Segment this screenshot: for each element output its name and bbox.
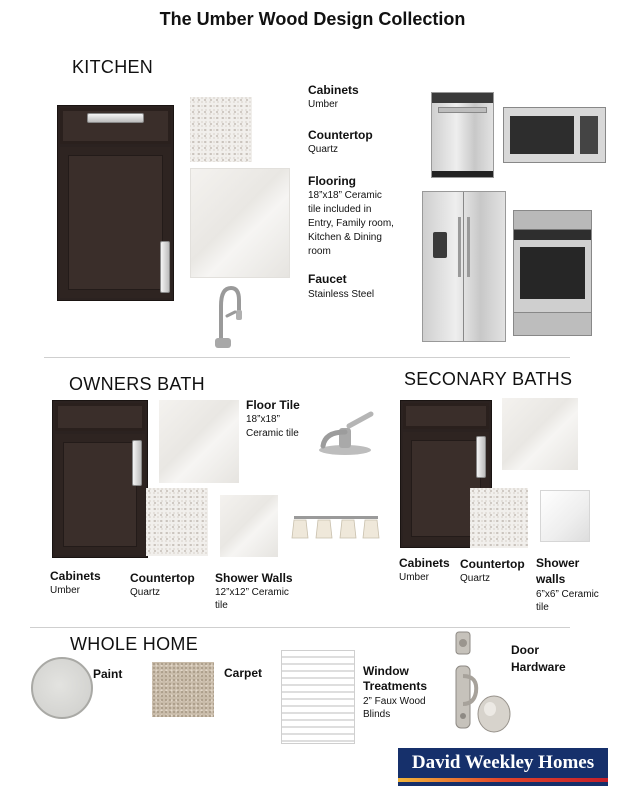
door-hardware-icon <box>448 630 514 740</box>
cabinet-drawer <box>403 403 489 429</box>
kitchen-cabinets-label: Cabinets <box>308 83 359 97</box>
kitchen-heading: KITCHEN <box>72 57 154 77</box>
owners-shower-tile-swatch <box>220 495 278 557</box>
carpet-label: Carpet <box>224 666 263 680</box>
kitchen-flooring-line: 18”x18” Ceramic <box>308 190 382 201</box>
blinds-icon <box>281 650 355 744</box>
kitchen-flooring-line: Kitchen & Dining <box>308 232 382 243</box>
microwave-icon <box>503 107 606 163</box>
door-hardware-label: Hardware <box>511 660 566 674</box>
owners-shower-line: tile <box>215 600 228 611</box>
secondary-shower-tile-swatch <box>540 490 590 542</box>
owners-shower-label: Shower Walls <box>215 571 293 585</box>
vanity-light-icon <box>290 510 382 544</box>
kitchen-flooring-line: room <box>308 246 331 257</box>
secondary-countertop-value: Quartz <box>460 573 491 584</box>
faucet-icon <box>205 282 245 350</box>
section-divider <box>44 357 570 358</box>
kitchen-flooring-line: tile included in <box>308 204 372 215</box>
cabinet-door <box>60 147 171 298</box>
secondary-cabinets-label: Cabinets <box>399 556 450 570</box>
secondary-floor-tile-swatch <box>502 398 578 470</box>
owners-cabinet-sample <box>52 400 148 558</box>
owners-floor-tile-line: 18”x18” <box>246 414 280 425</box>
brand-logo <box>398 748 608 786</box>
kitchen-faucet-value: Stainless Steel <box>308 289 375 300</box>
owners-quartz-swatch <box>146 488 208 556</box>
carpet-swatch <box>152 662 214 717</box>
range-oven-icon <box>513 210 592 336</box>
window-label: Window <box>363 664 409 678</box>
owners-countertop-label: Countertop <box>130 571 195 585</box>
kitchen-countertop-value: Quartz <box>308 144 339 155</box>
door-hardware-label: Door <box>511 643 539 657</box>
brand-logo-text: David Weekley Homes <box>411 752 595 773</box>
page-title: The Umber Wood Design Collection <box>159 9 466 29</box>
secondary-shower-line: 6”x6” Ceramic <box>536 589 599 600</box>
whole-home-heading: WHOLE HOME <box>70 634 199 654</box>
owners-cabinets-label: Cabinets <box>50 569 101 583</box>
owners-shower-line: 12”x12” Ceramic <box>215 587 289 598</box>
dishwasher-icon <box>431 92 494 178</box>
owners-floor-tile-label: Floor Tile <box>246 398 300 412</box>
cabinet-drawer <box>55 403 145 431</box>
kitchen-countertop-label: Countertop <box>308 128 373 142</box>
secondary-baths-heading: SECONARY BATHS <box>404 369 573 389</box>
window-line: Blinds <box>363 709 391 720</box>
owners-floor-tile-swatch <box>159 400 239 483</box>
door-pull <box>132 440 142 486</box>
owners-countertop-value: Quartz <box>130 587 161 598</box>
drawer-pull <box>87 113 144 123</box>
secondary-shower-label: Shower <box>536 556 580 570</box>
door-pull <box>476 436 486 478</box>
kitchen-floor-tile-swatch <box>190 168 290 278</box>
logo-swoosh <box>398 778 608 782</box>
window-line: 2” Faux Wood <box>363 696 426 707</box>
kitchen-cabinets-value: Umber <box>308 99 339 110</box>
owners-floor-tile-line: Ceramic tile <box>246 428 299 439</box>
door-pull <box>160 241 170 293</box>
secondary-shower-label: walls <box>536 572 566 586</box>
section-divider <box>30 627 570 628</box>
kitchen-quartz-swatch <box>190 97 252 162</box>
kitchen-faucet-label: Faucet <box>308 272 347 286</box>
secondary-cabinets-value: Umber <box>399 572 430 583</box>
owners-cabinets-value: Umber <box>50 585 81 596</box>
kitchen-flooring-label: Flooring <box>308 174 356 188</box>
secondary-countertop-label: Countertop <box>460 557 525 571</box>
secondary-quartz-swatch <box>470 488 528 548</box>
kitchen-flooring-line: Entry, Family room, <box>308 218 394 229</box>
window-label: Treatments <box>363 679 428 693</box>
sink-faucet-icon <box>315 406 375 456</box>
paint-label: Paint <box>93 667 123 681</box>
paint-swatch <box>31 657 93 719</box>
refrigerator-icon <box>422 191 506 342</box>
kitchen-cabinet-sample <box>57 105 174 301</box>
secondary-shower-line: tile <box>536 602 549 613</box>
owners-bath-heading: OWNERS BATH <box>69 374 205 394</box>
